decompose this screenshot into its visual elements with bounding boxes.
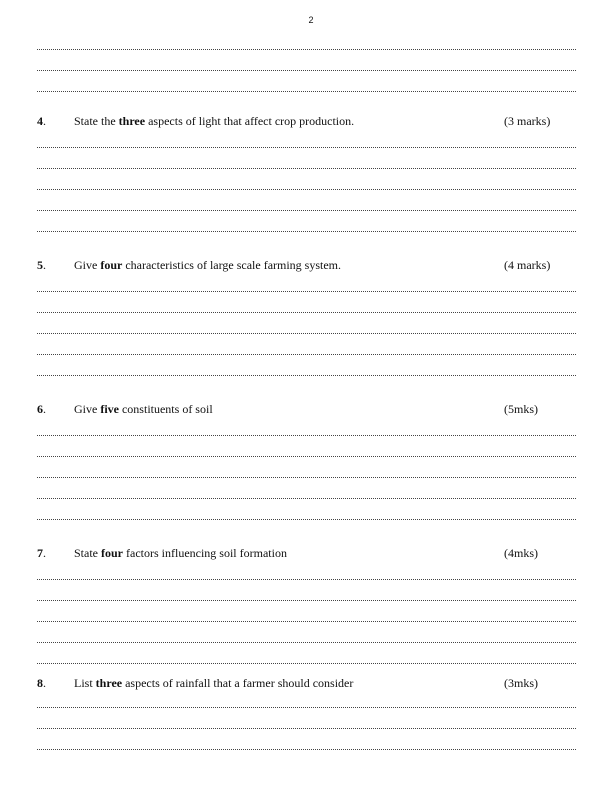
answer-line	[37, 707, 576, 708]
question-number: 7.	[37, 546, 46, 560]
answer-line	[37, 168, 576, 169]
answer-line	[37, 600, 576, 601]
answer-line	[37, 189, 576, 190]
question-marks: (4mks)	[504, 546, 538, 560]
question-text: State the three aspects of light that affect crop production.	[74, 114, 355, 128]
answer-line	[37, 333, 576, 334]
answer-line	[37, 312, 576, 313]
answer-line	[37, 147, 576, 148]
answer-line	[37, 621, 576, 622]
answer-line	[37, 210, 576, 211]
answer-line	[37, 477, 576, 478]
question-number: 4.	[37, 114, 46, 128]
answer-line	[37, 91, 576, 92]
answer-line	[37, 456, 576, 457]
question-text: Give five constituents of soil	[74, 402, 213, 416]
answer-line	[37, 70, 576, 71]
question-text: State four factors influencing soil formation	[74, 546, 287, 560]
question-marks: (3mks)	[504, 676, 538, 690]
question-text: List three aspects of rainfall that a farmer should consider	[74, 676, 354, 690]
question-marks: (5mks)	[504, 402, 538, 416]
question-number: 5.	[37, 258, 46, 272]
answer-line	[37, 498, 576, 499]
answer-line	[37, 519, 576, 520]
question-marks: (4 marks)	[504, 258, 551, 272]
answer-line	[37, 49, 576, 50]
answer-line	[37, 579, 576, 580]
question-marks: (3 marks)	[504, 114, 551, 128]
answer-line	[37, 375, 576, 376]
answer-line	[37, 642, 576, 643]
answer-line	[37, 728, 576, 729]
answer-line	[37, 749, 576, 750]
answer-line	[37, 291, 576, 292]
answer-line	[37, 231, 576, 232]
answer-line	[37, 354, 576, 355]
answer-line	[37, 435, 576, 436]
page-number: 2	[308, 15, 314, 25]
question-number: 8.	[37, 676, 46, 690]
answer-line	[37, 663, 576, 664]
question-number: 6.	[37, 402, 46, 416]
question-text: Give four characteristics of large scale farming system.	[74, 258, 342, 272]
